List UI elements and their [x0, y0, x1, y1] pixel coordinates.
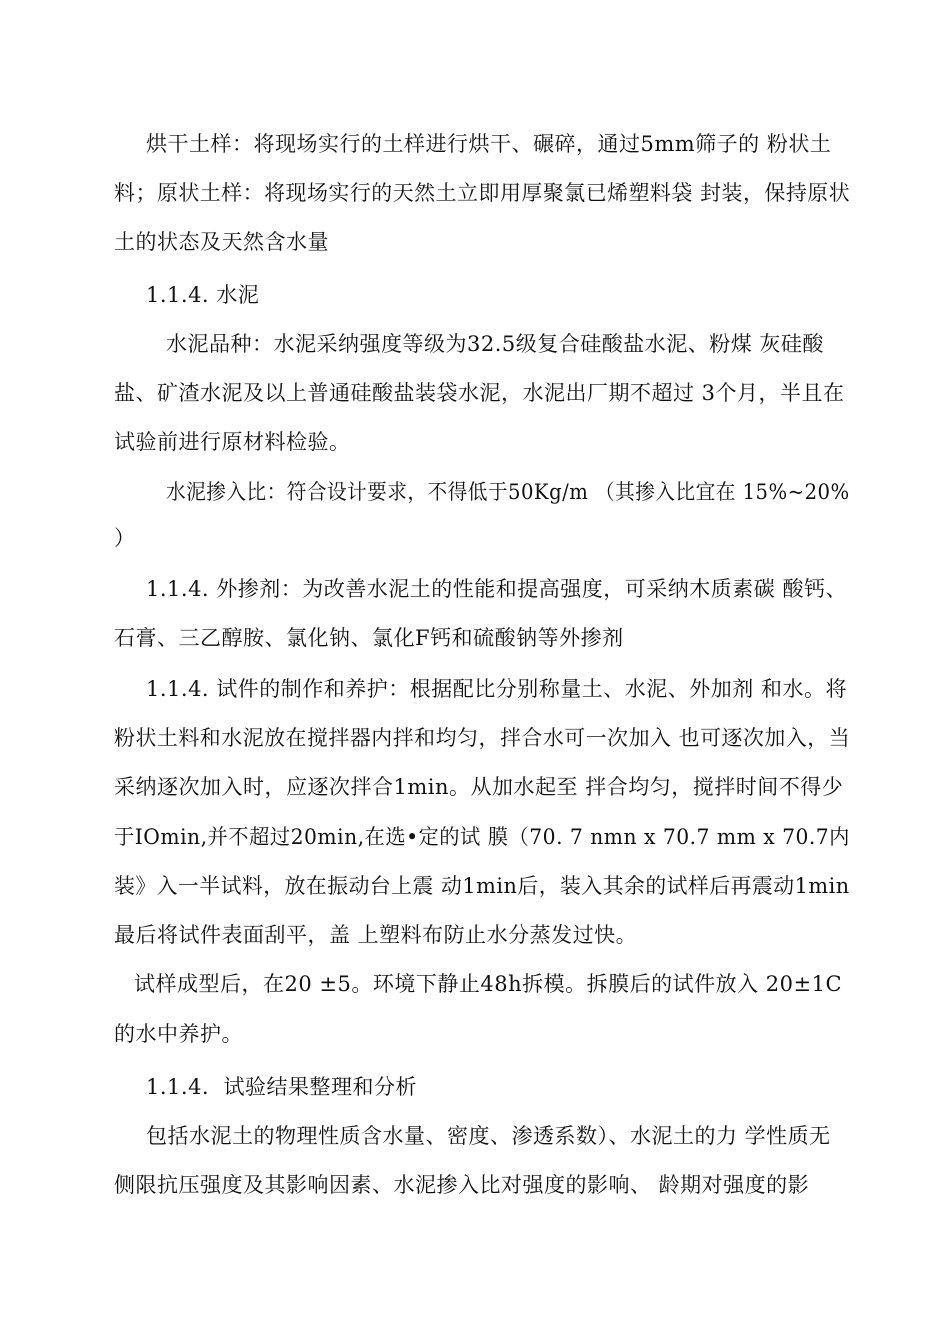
text-line: 石膏、三乙醇胺、氯化钠、氯化F钙和硫酸钠等外掺剂 [114, 626, 624, 650]
text-line: 盐、矿渣水泥及以上普通硅酸盐装袋水泥，水泥出厂期不超过 3个月，半且在 [114, 381, 845, 405]
text-line: 试样成型后，在20 ±5。环境下静止48h拆模。拆膜后的试件放入 20±1C [134, 972, 843, 996]
text-line: 侧限抗压强度及其影响因素、水泥掺入比对强度的影响、 龄期对强度的影 [114, 1173, 810, 1197]
text-line: 包括水泥土的物理性质含水量、密度、渗透系数）、水泥土的力 学性质无 [146, 1124, 831, 1148]
text-line: 于IOmin,并不超过20min,在选•定的试 膜（70. 7 nmn x 70.7 mm x 70.7内 [114, 825, 850, 849]
text-line: 水泥品种：水泥采纳强度等级为32.5级复合硅酸盐水泥、粉煤 灰硅酸 [166, 332, 824, 356]
text-line: 粉状土料和水泥放在搅拌器内拌和均匀，拌合水可一次加入 也可逐次加入，当 [114, 726, 851, 750]
text-line: 料；原状土样：将现场实行的天然土立即用厚聚氯已烯塑料袋 封装，保持原状 [114, 181, 851, 205]
section-heading-results: 1.1.4. 试验结果整理和分析 [146, 1075, 417, 1099]
text-line: 装》入一半试料，放在振动台上震 动1min后，装入其余的试样后再震动1min [114, 874, 850, 898]
section-heading-specimen: 1.1.4. 试件的制作和养护：根据配比分别称量土、水泥、外加剂 和水。将 [146, 677, 847, 701]
text-line: 的水中养护。 [114, 1022, 243, 1046]
text-line: 烘干土样：将现场实行的土样进行烘干、碾碎，通过5mm筛子的 粉状土 [146, 132, 832, 156]
text-line: 采纳逐次加入时，应逐次拌合1min。从加水起至 拌合均匀，搅拌时间不得少 [114, 775, 844, 799]
text-line: 试验前进行原材料检验。 [114, 430, 351, 454]
text-line: ） [114, 526, 136, 550]
section-heading-admixture: 1.1.4. 外掺剂：为改善水泥土的性能和提高强度，可采纳木质素碳 酸钙、 [146, 577, 847, 601]
text-line: 最后将试件表面刮平，盖 上塑料布防止水分蒸发过快。 [114, 923, 638, 947]
text-line: 水泥掺入比：符合设计要求，不得低于50Kg/m （其掺入比宜在 15%~20% [166, 480, 850, 504]
text-line: 土的状态及天然含水量 [114, 230, 329, 254]
section-heading-cement: 1.1.4. 水泥 [146, 283, 260, 307]
